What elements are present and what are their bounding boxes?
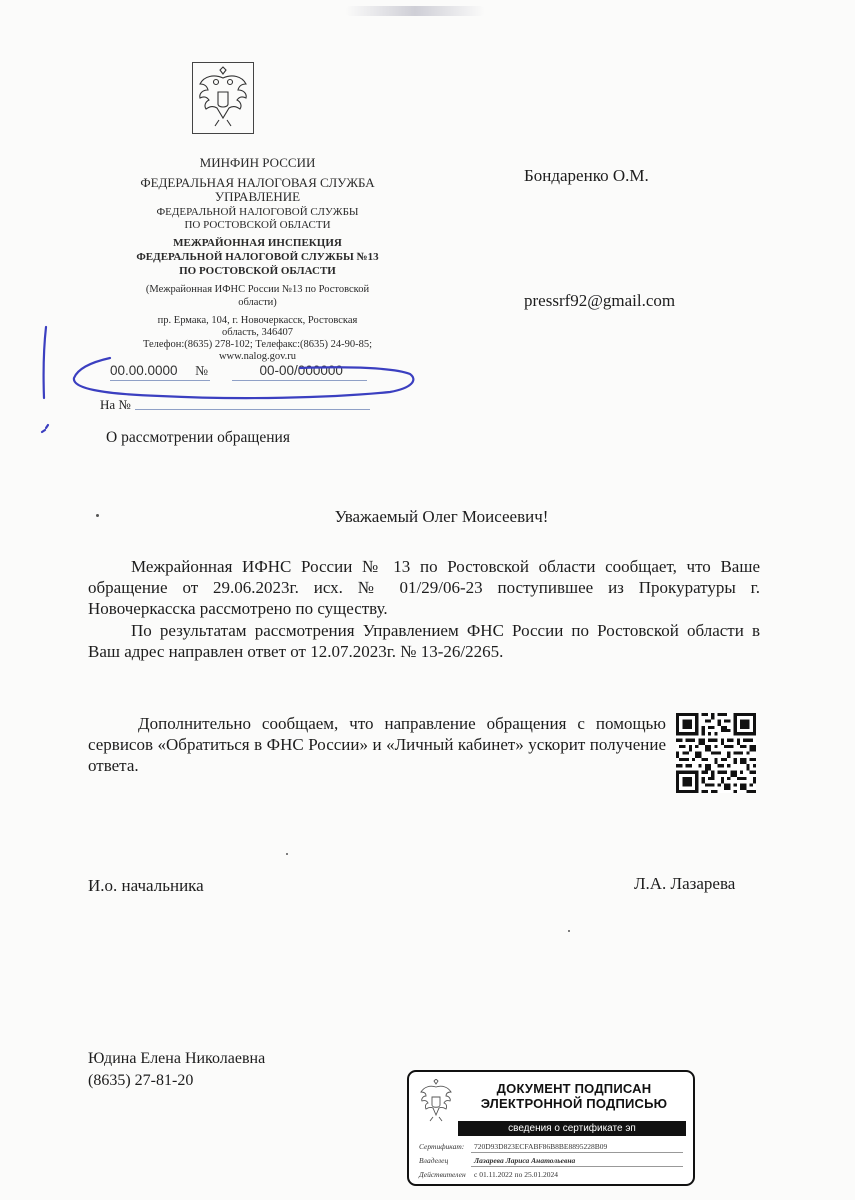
registration-number-sign: № (195, 363, 208, 378)
short-name-line-1: (Межрайонная ИФНС России №13 по Ростовской (145, 284, 370, 295)
coat-of-arms-emblem (192, 62, 254, 134)
stamp-owner-row (419, 1156, 575, 1165)
signatory-name: Л.А. Лазарева (634, 874, 736, 893)
addressee-name: Бондаренко О.М. (524, 166, 649, 185)
registration-number: 00-00/000000 (259, 363, 343, 378)
reply-to-label: На № (100, 397, 131, 412)
executor-name: Юдина Елена Николаевна (88, 1050, 266, 1067)
stamp-validity-row (419, 1170, 558, 1179)
insp-line-1: МЕЖРАЙОННАЯ ИНСПЕКЦИЯ (173, 237, 342, 249)
signatory-title: И.о. начальника (88, 876, 204, 895)
stamp-owner-label: Владелец (419, 1156, 449, 1165)
addressee-email: pressrf92@gmail.com (524, 291, 676, 310)
short-name (100, 283, 415, 309)
scan-artifact (345, 6, 485, 16)
website: www.nalog.gov.ru (218, 351, 297, 362)
stamp-title (459, 1081, 689, 1111)
short-name-line-2: области) (238, 297, 277, 308)
scan-speck (286, 853, 288, 855)
paragraph-3: Дополнительно сообщаем, что направление обращения с помощью сервисов «Обратиться в ФНС России» и «Личный кабинет» ускорит получение ответа. (88, 714, 666, 775)
scan-speck (568, 930, 570, 932)
executor-phone: (8635) 27-81-20 (88, 1072, 194, 1089)
reply-to-underline (135, 409, 370, 410)
stamp-owner-value: Лазарева Лариса Анатольевна (474, 1156, 576, 1165)
stamp-valid-label: Действителен (419, 1170, 466, 1179)
greeting: Уважаемый Олег Моисеевич! (334, 507, 549, 526)
ministry-name: МИНФИН РОССИИ (199, 155, 316, 170)
date-underline (110, 380, 210, 381)
service-line-1: ФЕДЕРАЛЬНАЯ НАЛОГОВАЯ СЛУЖБА (140, 175, 375, 190)
stamp-valid-value: с 01.11.2022 по 25.01.2024 (474, 1170, 558, 1179)
registration-date: 00.00.0000 (110, 363, 178, 378)
stamp-rule (471, 1166, 683, 1167)
dept-line-2: ПО РОСТОВСКОЙ ОБЛАСТИ (184, 219, 331, 231)
stamp-emblem-icon (417, 1079, 455, 1123)
stamp-certificate-bar: сведения о сертификате эп (458, 1121, 686, 1136)
stamp-title-line-1: ДОКУМЕНТ ПОДПИСАН (496, 1081, 652, 1096)
scan-speck (96, 514, 99, 517)
phone-line: Телефон:(8635) 278-102; Телефакс:(8635) 24-90-85; (142, 339, 373, 350)
service-name (100, 176, 415, 204)
contact-block (100, 315, 415, 363)
dept-line-1: ФЕДЕРАЛЬНОЙ НАЛОГОВОЙ СЛУЖБЫ (156, 206, 359, 218)
service-line-2: УПРАВЛЕНИЕ (214, 189, 301, 204)
stamp-cert-value: 720D93D823ECFABF86B8BE8895228B09 (474, 1142, 608, 1151)
inspection-name (100, 236, 415, 278)
insp-line-3: ПО РОСТОВСКОЙ ОБЛАСТИ (179, 265, 336, 277)
stamp-cert-row (419, 1142, 607, 1151)
stamp-rule (471, 1152, 683, 1153)
paragraph-2: По результатам рассмотрения Управлением ФНС России по Ростовской области в Ваш адрес направлен ответ от 12.07.2023г. № 13-26/2265. (88, 621, 760, 661)
department-name (100, 206, 415, 232)
stamp-cert-label: Сертификат: (419, 1142, 465, 1151)
executor-block (88, 1048, 265, 1092)
letter-subject: О рассмотрении обращения (106, 429, 290, 446)
qr-code-icon (676, 713, 756, 793)
stamp-title-line-2: ЭЛЕКТРОННОЙ ПОДПИСЬЮ (480, 1096, 668, 1111)
number-underline (232, 380, 367, 381)
registration-line (110, 363, 343, 379)
address-line-2: область, 346407 (221, 327, 294, 338)
insp-line-2: ФЕДЕРАЛЬНОЙ НАЛОГОВОЙ СЛУЖБЫ №13 (136, 251, 379, 263)
electronic-signature-stamp (407, 1070, 695, 1186)
paragraph-1: Межрайонная ИФНС России № 13 по Ростовской области сообщает, что Ваше обращение от 29.06.2023г. исх. № 01/29/06-23 поступившее из Прокуратуры г. Новочеркасска рассмотрено по существу. (88, 557, 760, 618)
address-line-1: пр. Ермака, 104, г. Новочеркасск, Ростовская (157, 315, 358, 326)
